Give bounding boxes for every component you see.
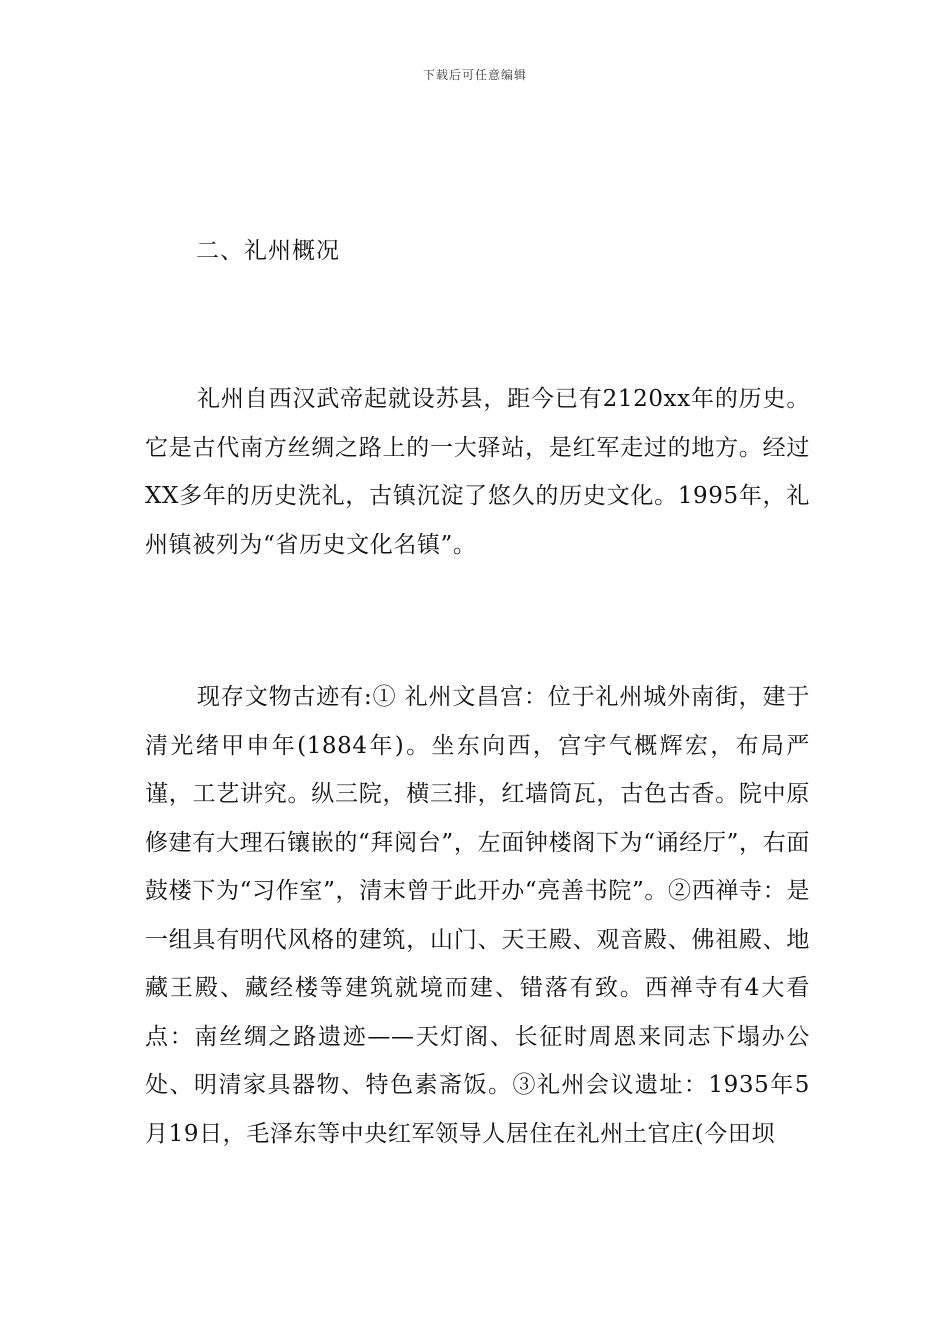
paragraph-history: 礼州自西汉武帝起就设苏县，距今已有2120xx年的历史。它是古代南方丝绸之路上的一大驿站，是红军走过的地方。经过XX多年的历史洗礼，古镇沉淀了悠久的历史文化。1995年，礼州镇被列为“省历史文化名镇”。 — [145, 386, 810, 558]
header-note: 下载后可任意编辑 — [422, 68, 527, 82]
section-heading: 二、礼州概况 — [196, 238, 340, 264]
paragraph-relics: 现存文物古迹有:① 礼州文昌宫：位于礼州城外南街，建于清光绪甲申年(1884年)。坐东向西，宫宇气概辉宏，布局严谨，工艺讲究。纵三院，横三排，红墙筒瓦，古色古香。院中原修建有大理石镶嵌的“拜阅台”，左面钟楼阁下为“诵经厅”，右面鼓楼下为“习作室”，清末曾于此开办“亮善书院”。②西禅寺：是一组具有明代风格的建筑，山门、天王殿、观音殿、佛祖殿、地藏王殿、藏经楼等建筑就境而建、错落有致。西禅寺有4大看点：南丝绸之路遗迹——天灯阁、长征时周恩来同志下塌办公处、明清家具器物、特色素斋饭。③礼州会议遗址：1935年5月19日，毛泽东等中央红军领导人居住在礼州土官庄(今田坝 — [145, 684, 810, 1147]
